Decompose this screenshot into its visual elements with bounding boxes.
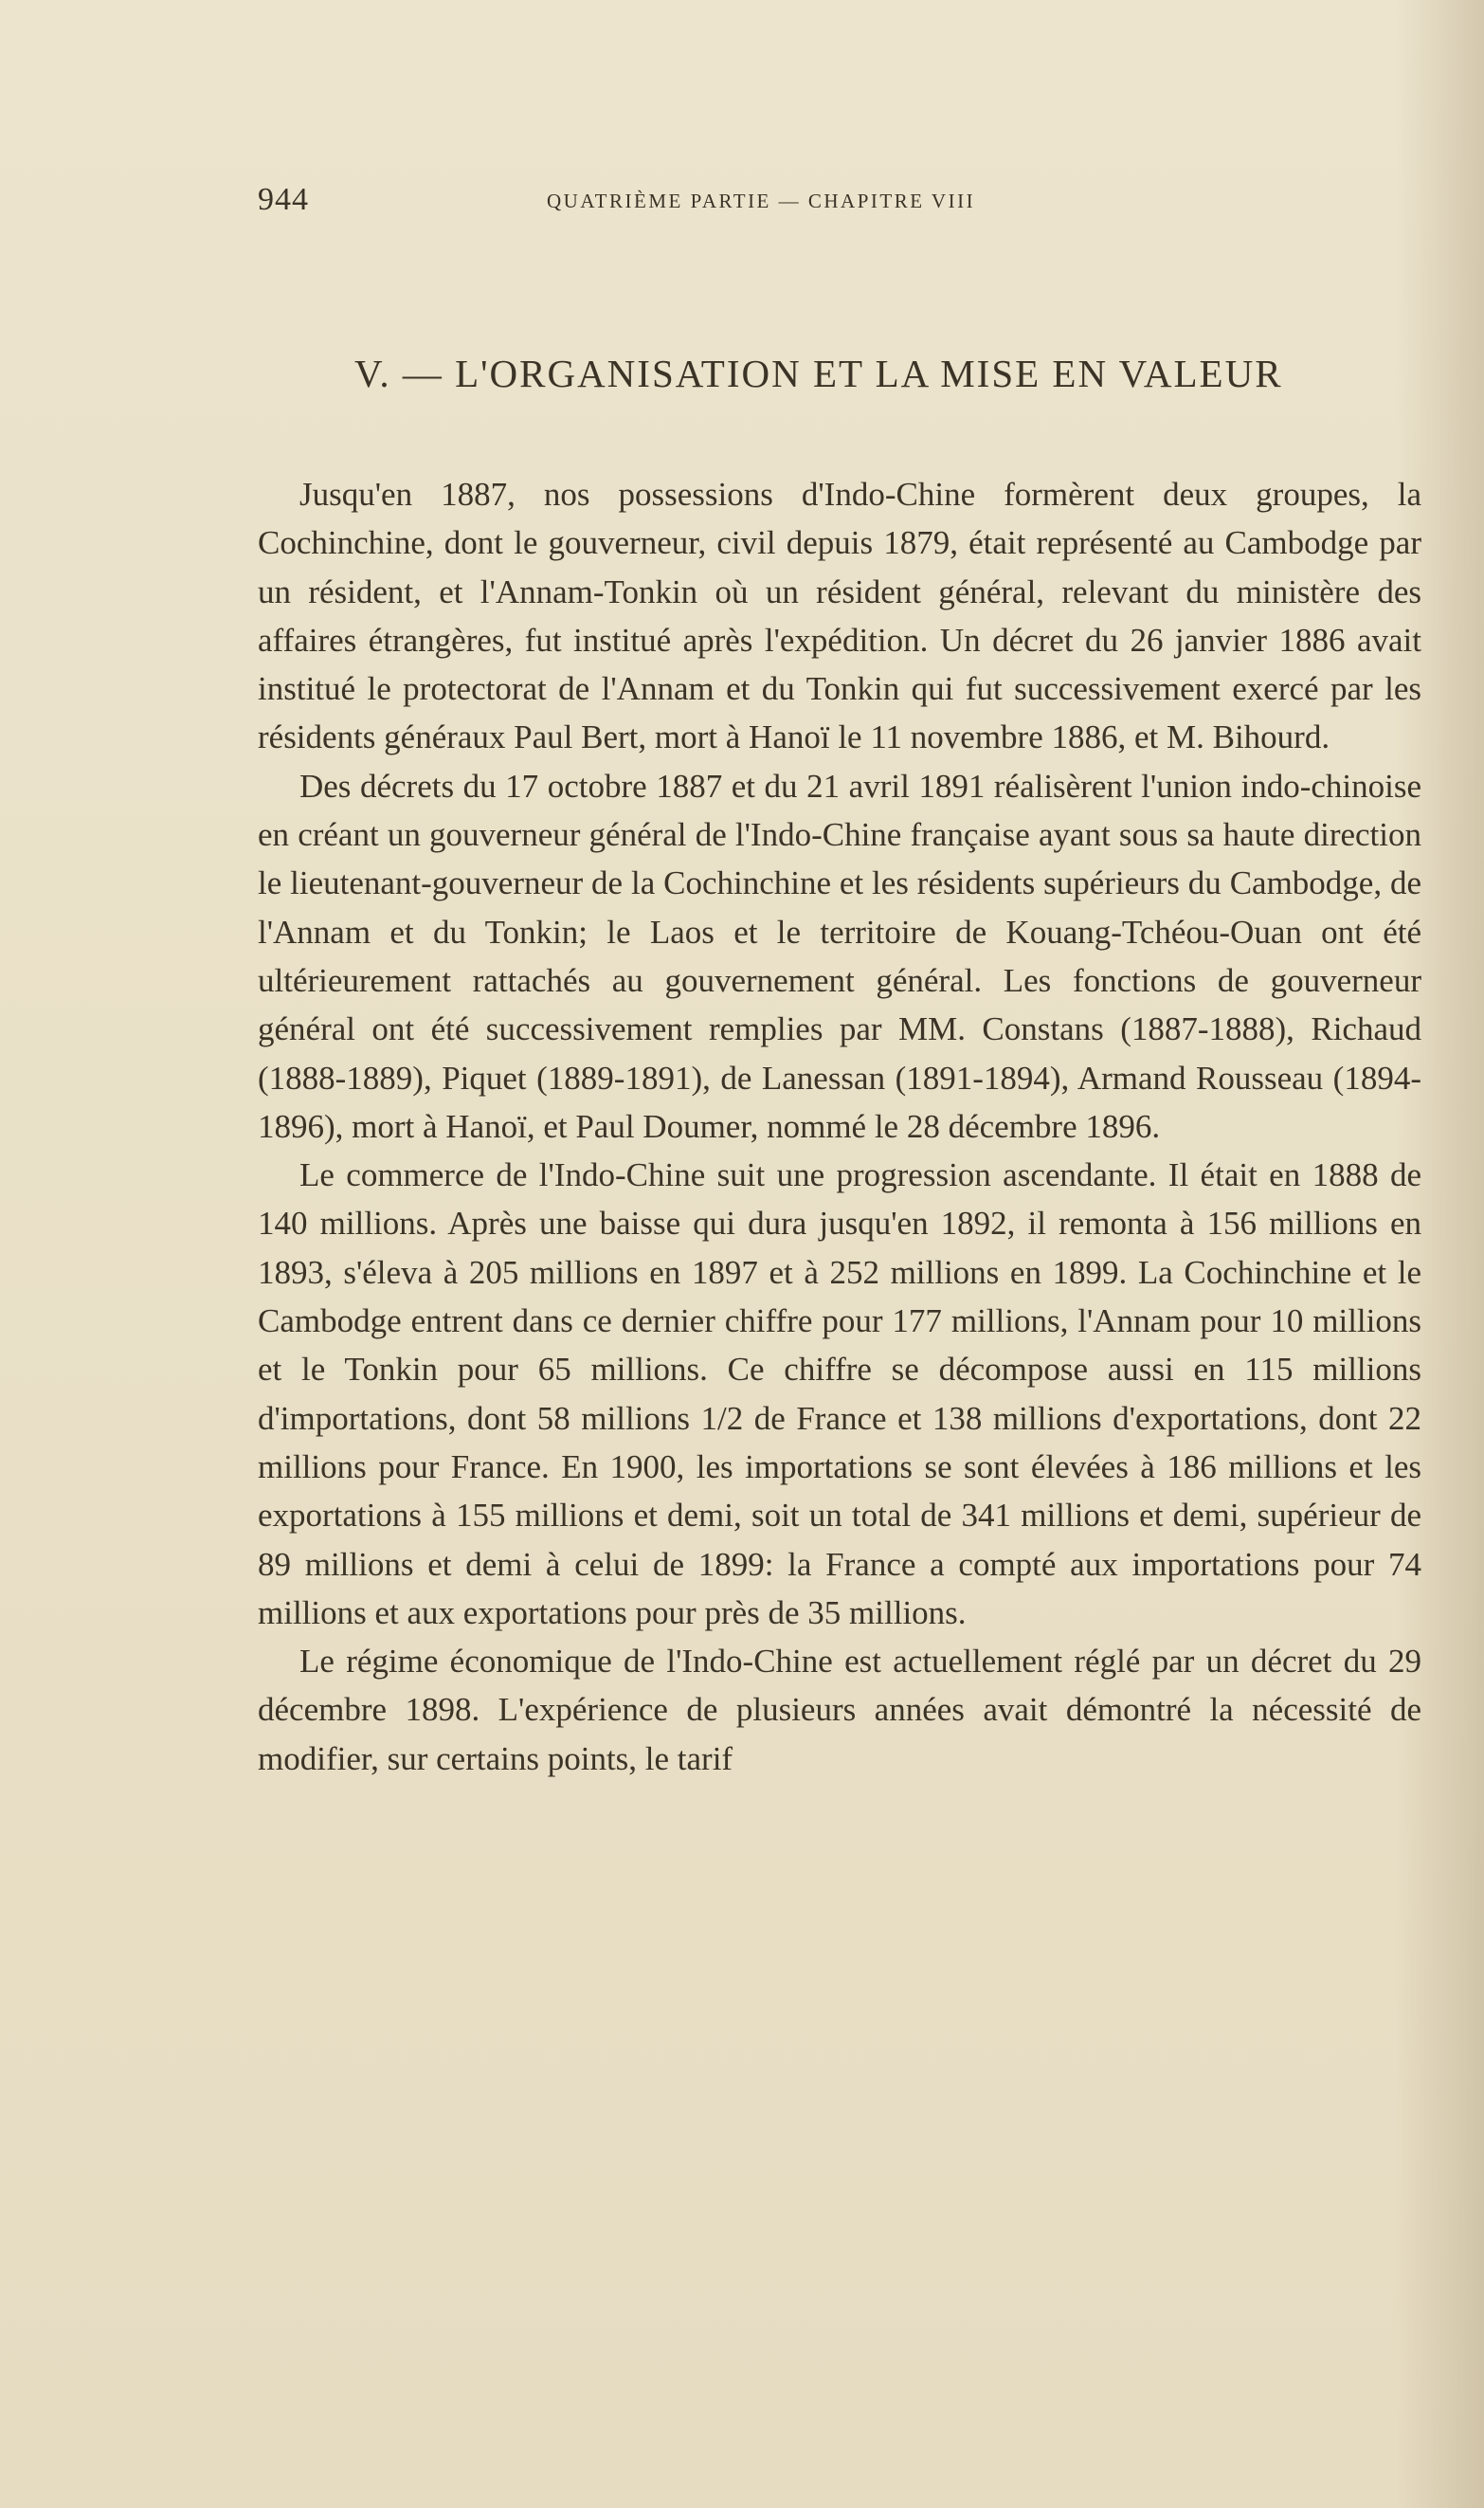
paragraph-1: Jusqu'en 1887, nos possessions d'Indo-Chine formèrent deux groupes, la Cochinchine, dont le gouverneur, civil depuis 1879, était représenté au Cambodge par un résident, et l'Annam-Tonkin où un résident général, relevant du ministère des affaires étrangères, fut institué après l'expédition. Un décret du 26 janvier 1886 avait institué le protectorat de l'Annam et du Tonkin qui fut successivement exercé par les résidents généraux Paul Bert, mort à Hanoï le 11 novembre 1886, et M. Bihourd. [258,476,1421,756]
paragraph-3: Le commerce de l'Indo-Chine suit une progression ascendante. Il était en 1888 de 140 millions. Après une baisse qui dura jusqu'en 1892, il remonta à 156 millions en 1893, s'éleva à 205 millions en 1897 et à 252 millions en 1899. La Cochinchine et le Cambodge entrent dans ce dernier chiffre pour 177 millions, l'Annam pour 10 millions et le Tonkin pour 65 millions. Ce chiffre se décompose aussi en 115 millions d'importations, dont 58 millions 1/2 de France et 138 millions d'exportations, dont 22 millions pour France. En 1900, les importations se sont élevées à 186 millions et les exportations à 155 millions et demi, soit un total de 341 millions et demi, supérieur de 89 millions et demi à celui de 1899: la France a compté aux importations pour 74 millions et aux exportations pour près de 35 millions. [258,1156,1421,1631]
body-text [258,470,1421,1783]
running-title: QUATRIÈME PARTIE — CHAPITRE VIII [547,190,976,212]
page-number: 944 [258,182,309,217]
paragraph-2: Des décrets du 17 octobre 1887 et du 21 avril 1891 réalisèrent l'union indo-chinoise en créant un gouverneur général de l'Indo-Chine française ayant sous sa haute direction le lieutenant-gouverneur de la Cochinchine et les résidents supérieurs du Cambodge, de l'Annam et du Tonkin; le Laos et le territoire de Kouang-Tchéou-Ouan ont été ultérieurement rattachés au gouvernement général. Les fonctions de gouverneur général ont été successivement remplies par MM. Constans (1887-1888), Richaud (1888-1889), Piquet (1889-1891), de Lanessan (1891-1894), Armand Rousseau (1894-1896), mort à Hanoï, et Paul Doumer, nommé le 28 décembre 1896. [258,767,1421,1145]
running-head [258,182,1139,220]
paragraph-4: Le régime économique de l'Indo-Chine est actuellement réglé par un décret du 29 décembre 1898. L'expérience de plusieurs années avait démontré la nécessité de modifier, sur certains points, le tarif [258,1643,1421,1777]
section-title: V. — L'ORGANISATION ET LA MISE EN VALEUR [354,352,1283,395]
